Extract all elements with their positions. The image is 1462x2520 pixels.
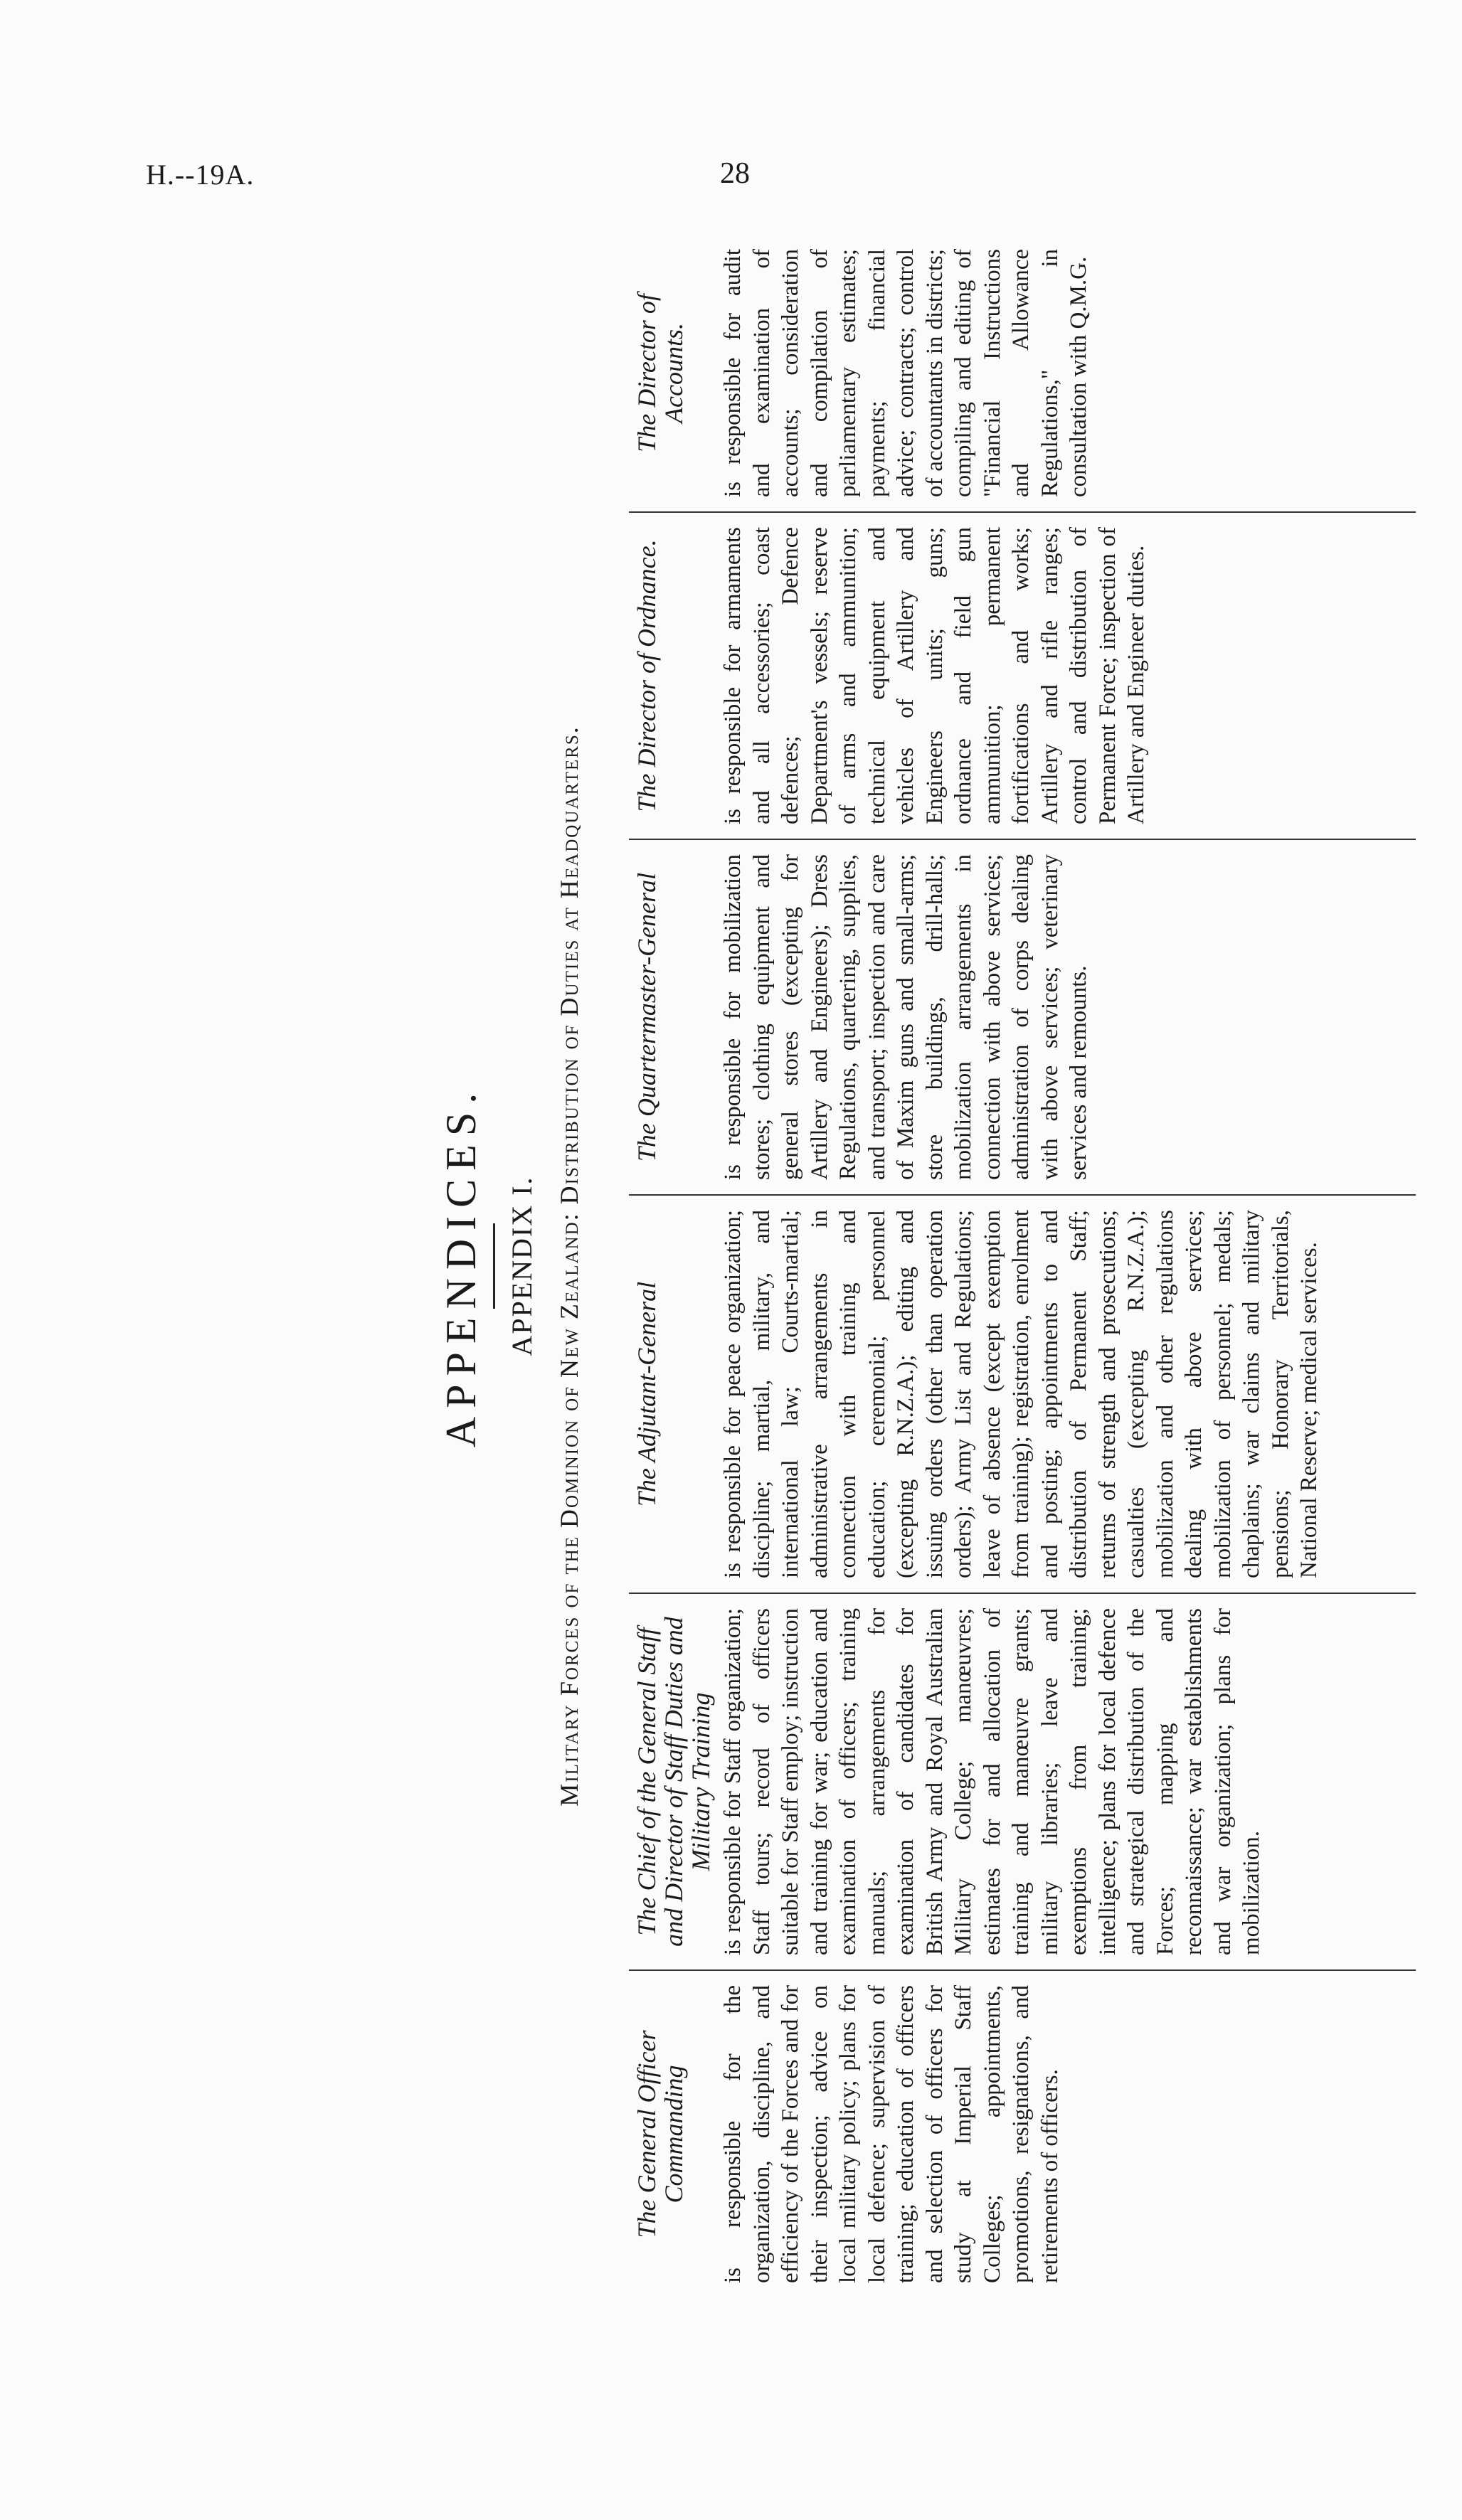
column-heading: The General Officer Commanding [632, 2030, 688, 2238]
column-heading: The Quartermaster-General [629, 839, 714, 1195]
table-header-row [629, 235, 714, 2297]
appendix-title: APPENDIX I. [506, 1176, 538, 1356]
headings-block [427, 235, 605, 2297]
duty-description: is responsible for audit and examination of accounts; consideration and compilation of parliamentary estimates; payments; financial advice; contracts; control of accountants in districts; compiling and editing of "Financial Instructions and Allowance Regulations," in consultation with Q.M.G. [714, 235, 1416, 512]
duty-description: is responsible for the organization, discipline, and efficiency of the Forces and for their inspection; advice on local military policy; plans for local defence; supervision of training; education of officers and selection of officers for study at Imperial Staff Colleges; appointments, promotions, resignations, and retirements of officers. [720, 1985, 1063, 2283]
duty-description: is responsible for peace organization; discipline; martial, military, and international law; Courts-martial; administrative arrangements in connection with training and education; ceremonial; personnel (excepting R.N.Z.A.); editing and issuing orders (other than operation orders); Army List and Regulations; leave of absence (except exemption from training); registration, enrolment and posting; appointments to and distribution of Permanent Staff; returns of strength and prosecutions; casualties (excepting R.N.Z.A.); mobilization and other regulations dealing with above services; mobilization of personnel; medals; chaplains; war claims and military pensions; Honorary Territorials, National Reserve; medical services. [714, 1195, 1416, 1593]
table-subtitle: Military Forces of the Dominion of New Zealand: Distribution of Duties at Headquarters. [555, 725, 583, 1807]
column-heading: The Chief of the General Staff and Director of Staff Duties and Military Training [629, 1593, 714, 1970]
title-rule [493, 1223, 495, 1309]
duty-description: is responsible for Staff organization; Staff tours; record of officers suitable for Staff employ; instruction and training for war; education and examination of officers; training manuals; arrangements for examination of candidates for British Army and Royal Australian Military College; manœuvres; estimates for and allocation of training and manœuvre grants; military libraries; leave and exemptions from training; intelligence; plans for local defence and strategical distribution of the Forces; mapping and reconnaissance; war establishments and war organization; plans for mobilization. [714, 1593, 1416, 1970]
duty-description: is responsible for armaments and all accessories; coast defences; Defence Department's vessels; reserve of arms and ammunition; technical equipment and vehicles of Artillery and Engineers units; guns; ordnance and field gun ammunition; permanent fortifications and works; Artillery and rifle ranges; control and distribution of Permanent Force; inspection of Artillery and Engineer duties. [714, 512, 1416, 839]
duties-table [629, 235, 1416, 2297]
rotated-content [427, 235, 1330, 2297]
document-id: H.--19A. [146, 159, 255, 191]
column-heading: The Director of Ordnance. [629, 512, 714, 839]
table-row [714, 235, 1416, 2297]
main-title: APPENDICES. [438, 1084, 484, 1448]
column-heading: The Director of Accounts. [629, 235, 714, 512]
column-heading: The Adjutant-General [629, 1195, 714, 1593]
duty-description: is responsible for mobilization stores; clothing equipment and general stores (excepting for Artillery and Engineers); Dress Regulations, quartering, supplies, and transport; inspection and care of Maxim guns and small-arms; store buildings, drill-halls; mobilization arrangements in connection with above services; administration of corps dealing with above services; veterinary services and remounts. [714, 839, 1416, 1195]
page-number: 28 [720, 157, 750, 190]
